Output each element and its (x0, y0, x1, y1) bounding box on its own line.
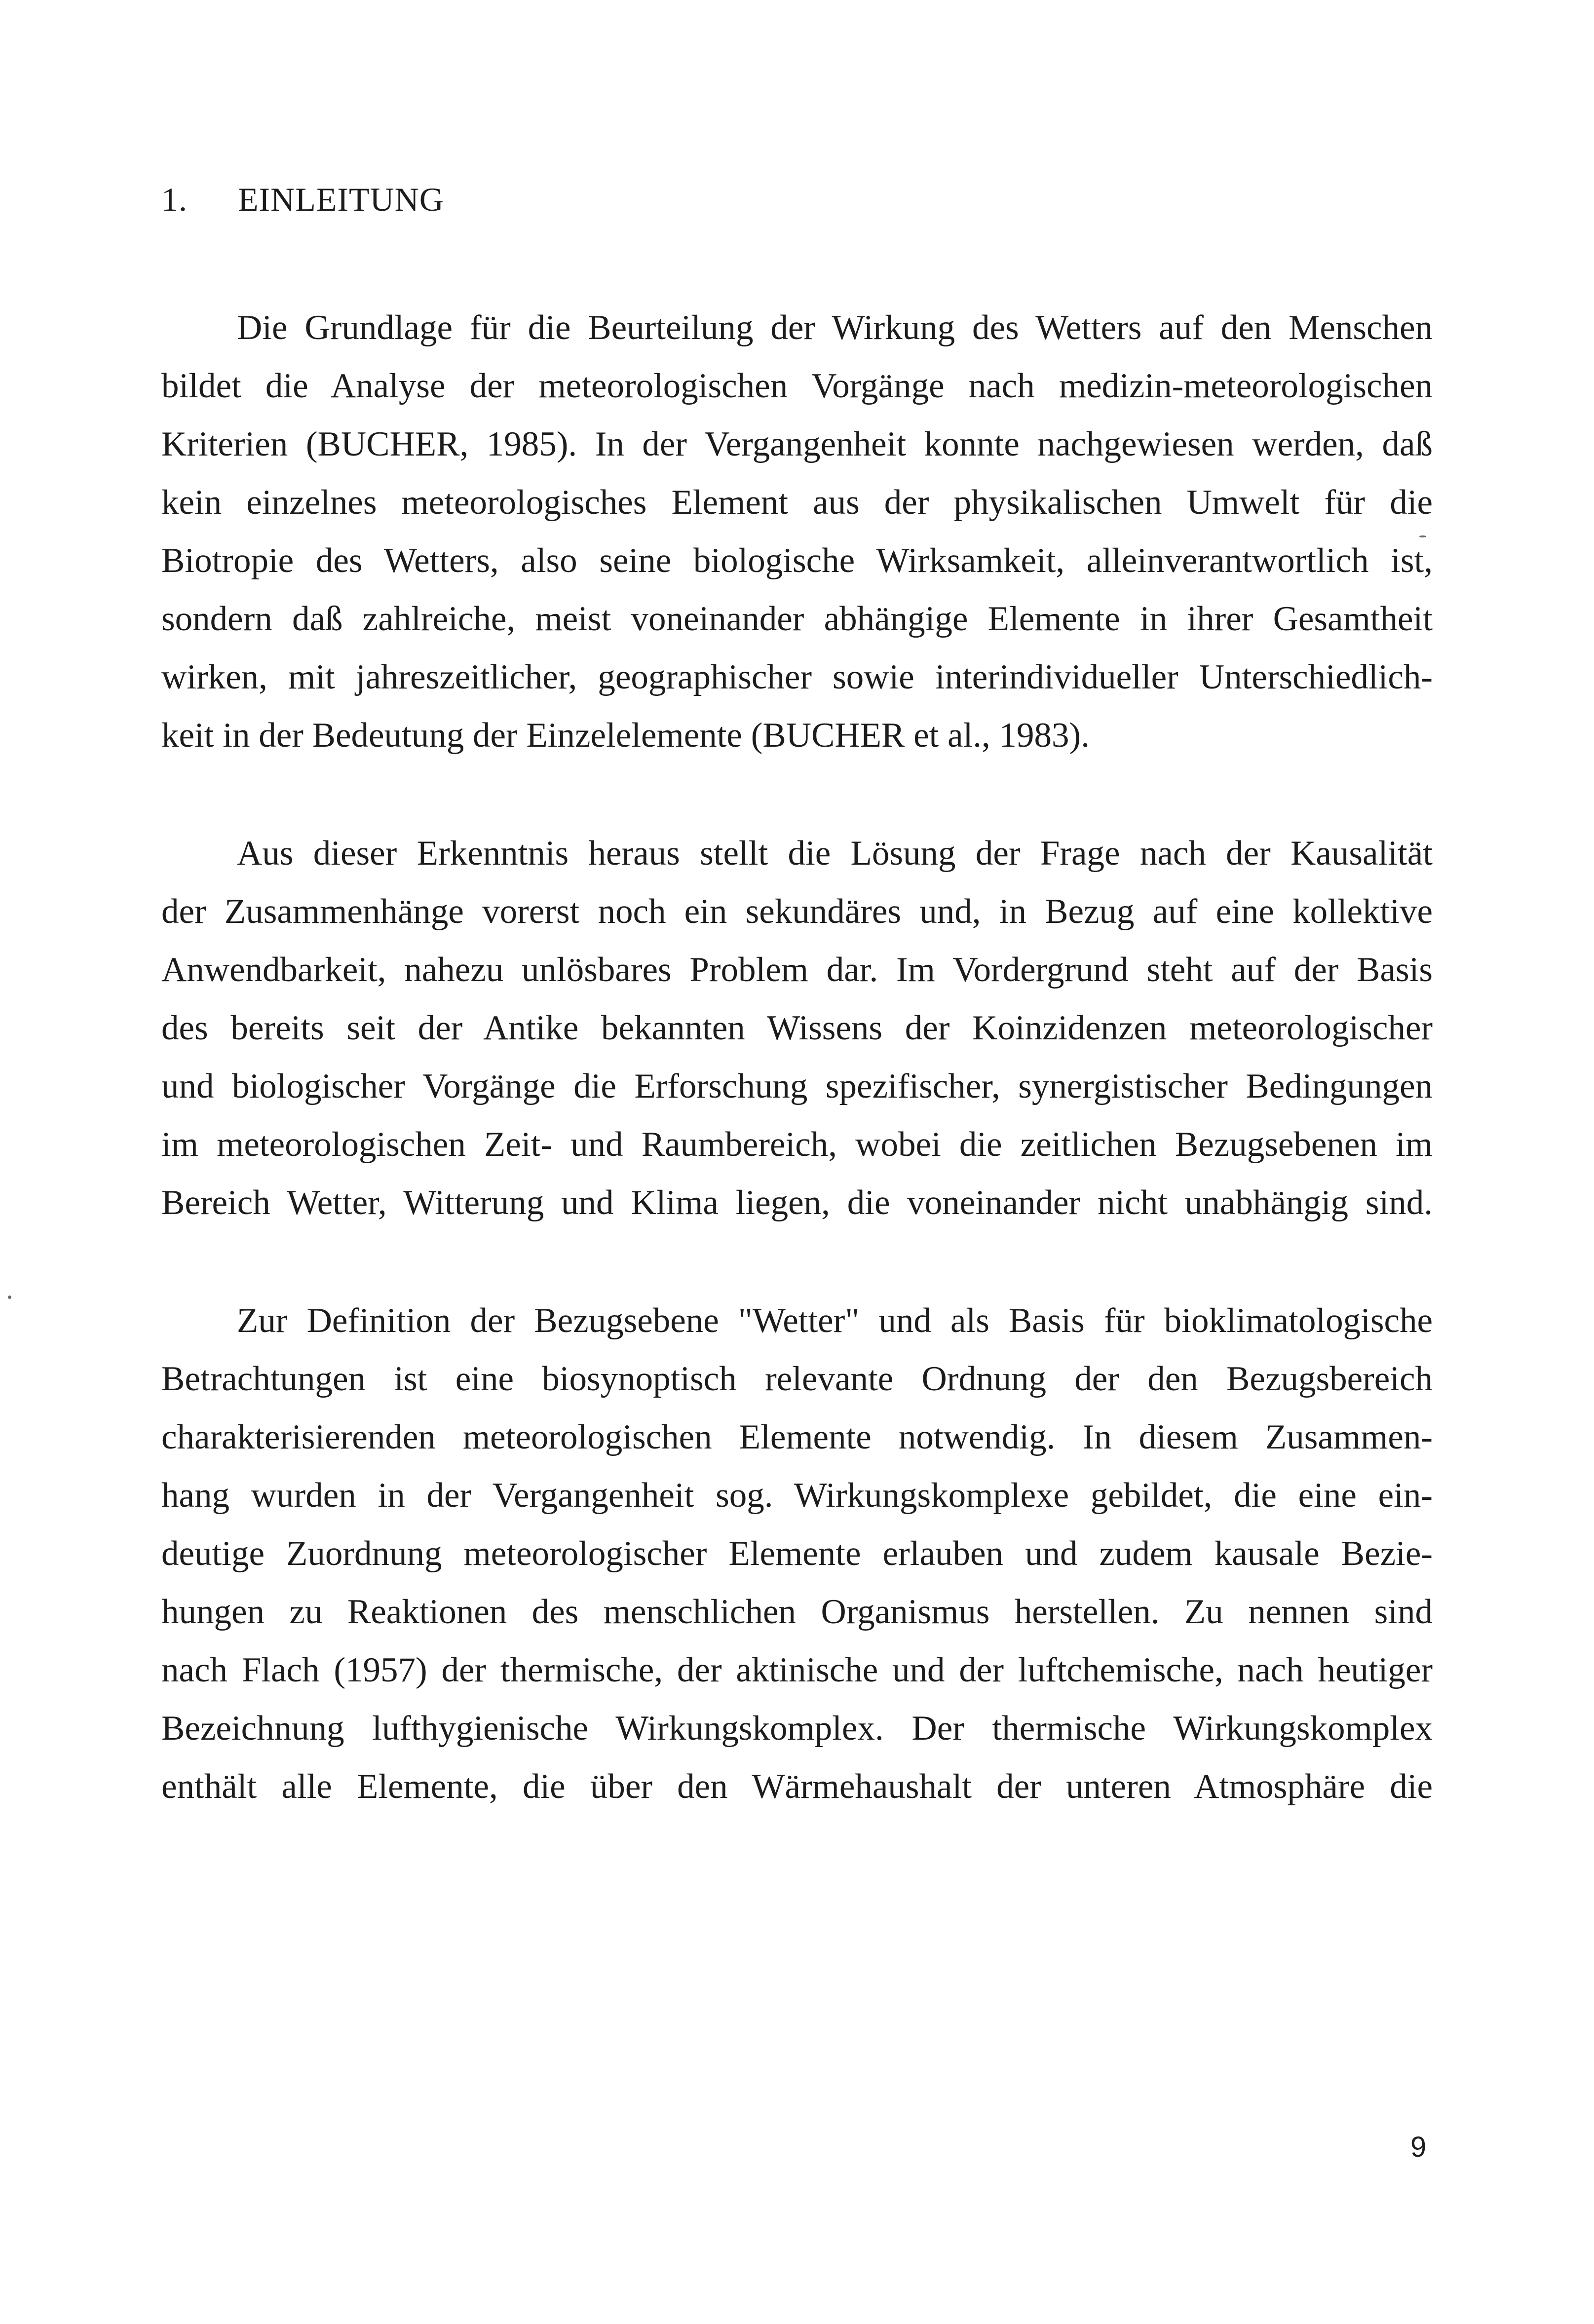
text-line: nach Flach (1957) der thermische, der aktinische und der luftchemische, nach heutiger (161, 1651, 1433, 1689)
text-line: Anwendbarkeit, nahezu unlösbares Problem dar. Im Vordergrund steht auf der Basis (161, 951, 1433, 989)
text-line: enthält alle Elemente, die über den Wärmehaushalt der unteren Atmosphäre die (161, 1767, 1433, 1806)
text-line: Die Grundlage für die Beurteilung der Wirkung des Wetters auf den Menschen (237, 308, 1433, 347)
text-line: Aus dieser Erkenntnis heraus stellt die Lösung der Frage nach der Kausalität (237, 834, 1433, 873)
text-line: Zur Definition der Bezugsebene "Wetter" und als Basis für bioklimatologische (237, 1301, 1433, 1340)
text-line: keit in der Bedeutung der Einzelelemente (BUCHER et al., 1983). (161, 716, 1090, 755)
text-line: bildet die Analyse der meteorologischen Vorgänge nach medizin-meteorologischen (161, 367, 1433, 405)
text-line: wirken, mit jahreszeitlicher, geographischer sowie interindividueller Unterschiedlich- (161, 658, 1433, 696)
section-title: EINLEITUNG (238, 181, 444, 218)
text-line: sondern daß zahlreiche, meist voneinander abhängige Elemente in ihrer Gesamtheit (161, 600, 1433, 638)
text-line: Bezeichnung lufthygienische Wirkungskomplex. Der thermische Wirkungskomplex (161, 1709, 1433, 1748)
scan-speck (1419, 535, 1426, 537)
text-line: und biologischer Vorgänge die Erforschung spezifischer, synergistischer Bedingungen (161, 1067, 1433, 1105)
text-line: hungen zu Reaktionen des menschlichen Organismus herstellen. Zu nennen sind (161, 1593, 1433, 1631)
text-line: Kriterien (BUCHER, 1985). In der Vergangenheit konnte nachgewiesen werden, daß (161, 425, 1433, 463)
page-number: 9 (1410, 2131, 1427, 2163)
text-line: hang wurden in der Vergangenheit sog. Wirkungskomplexe gebildet, die eine ein- (161, 1476, 1433, 1515)
text-line: Bereich Wetter, Witterung und Klima liegen, die voneinander nicht unabhängig sind. (161, 1183, 1433, 1222)
text-line: der Zusammenhänge vorerst noch ein sekundäres und, in Bezug auf eine kollektive (161, 892, 1433, 931)
text-line: des bereits seit der Antike bekannten Wissens der Koinzidenzen meteorologischer (161, 1009, 1433, 1047)
text-line: kein einzelnes meteorologisches Element aus der physikalischen Umwelt für die (161, 483, 1433, 522)
text-line: deutige Zuordnung meteorologischer Elemente erlauben und zudem kausale Bezie- (161, 1534, 1433, 1573)
text-line: Betrachtungen ist eine biosynoptisch relevante Ordnung der den Bezugsbereich (161, 1360, 1433, 1398)
text-line: charakterisierenden meteorologischen Elemente notwendig. In diesem Zusammen- (161, 1418, 1433, 1456)
scan-speck (8, 1295, 11, 1299)
text-line: im meteorologischen Zeit- und Raumbereich, wobei die zeitlichen Bezugsebenen im (161, 1125, 1433, 1164)
section-number: 1. (161, 181, 188, 218)
section-heading (161, 183, 444, 216)
text-line: Biotropie des Wetters, also seine biologische Wirksamkeit, alleinverantwortlich ist, (161, 541, 1433, 580)
